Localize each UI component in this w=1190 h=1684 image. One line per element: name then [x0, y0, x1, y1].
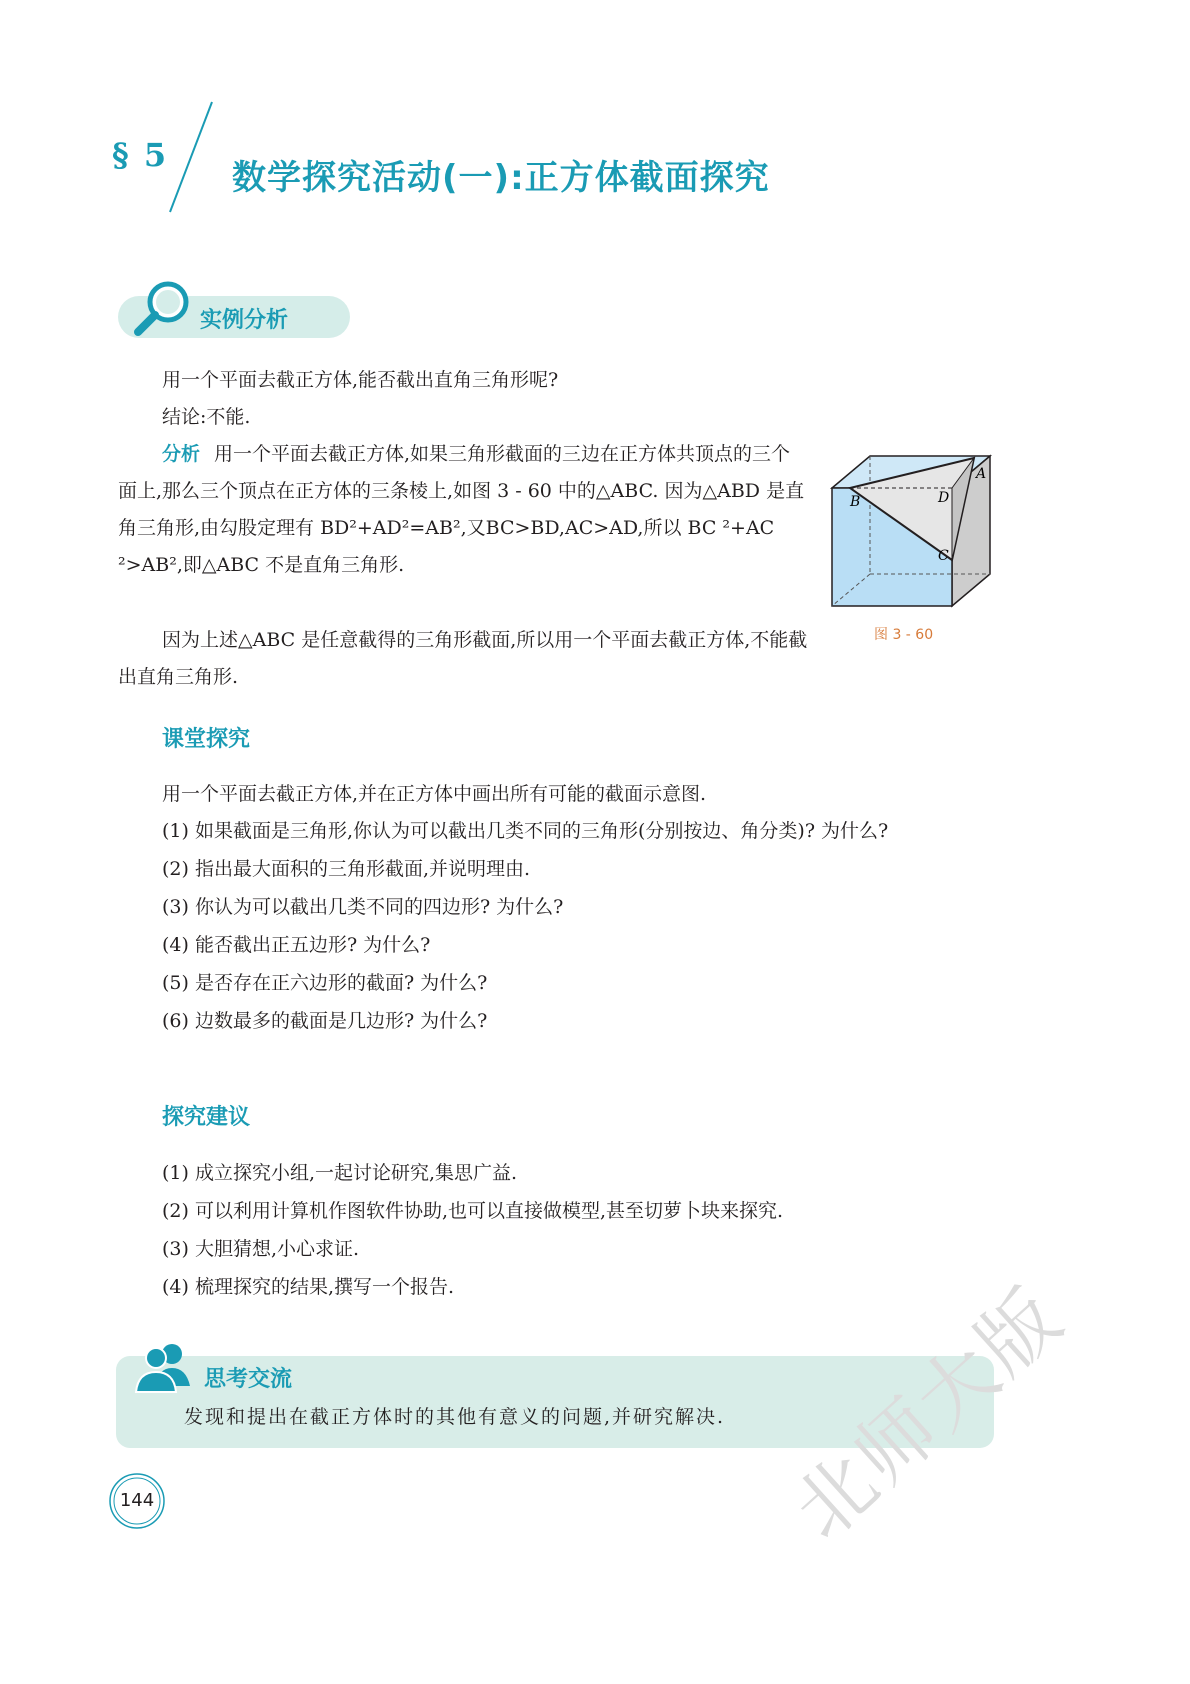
think-heading: 思考交流 [204, 1367, 293, 1392]
list-item: (4) 梳理探究的结果,撰写一个报告. [162, 1276, 455, 1298]
list-item: (5) 是否存在正六边形的截面? 为什么? [162, 972, 488, 994]
example-heading: 实例分析 [200, 308, 289, 333]
example-conclusion: 结论:不能. [162, 406, 251, 428]
figure-label-c: C [938, 548, 949, 564]
list-item: (4) 能否截出正五边形? 为什么? [162, 934, 431, 956]
figure-label-a: A [976, 466, 987, 482]
section-title: 数学探究活动(一):正方体截面探究 [232, 158, 770, 198]
suggestions-list [162, 1154, 783, 1306]
suggestions-heading: 探究建议 [162, 1105, 251, 1130]
section-number: § 5 [112, 136, 169, 174]
classroom-list [118, 812, 998, 1040]
analysis-paragraph [118, 436, 808, 584]
think-text: 发现和提出在截正方体时的其他有意义的问题,并研究解决. [184, 1406, 726, 1428]
classroom-heading: 课堂探究 [162, 727, 251, 752]
watermark-text: 北师大版 [777, 1270, 1082, 1558]
magnifier-icon [130, 278, 196, 344]
list-item: (2) 指出最大面积的三角形截面,并说明理由. [162, 858, 531, 880]
list-item: (6) 边数最多的截面是几边形? 为什么? [162, 1010, 488, 1032]
because-text: 因为上述△ABC 是任意截得的三角形截面,所以用一个平面去截正方体,不能截出直角三角形. [118, 629, 808, 688]
list-item: (2) 可以利用计算机作图软件协助,也可以直接做模型,甚至切萝卜块来探究. [162, 1200, 784, 1222]
because-paragraph [118, 622, 808, 696]
figure-label-d: D [938, 490, 950, 506]
list-item: (1) 成立探究小组,一起讨论研究,集思广益. [162, 1162, 518, 1184]
page-number: 144 [119, 1490, 155, 1511]
figure-label-b: B [850, 494, 861, 510]
section-divider [160, 98, 220, 218]
list-item: (3) 大胆猜想,小心求证. [162, 1238, 360, 1260]
classroom-intro: 用一个平面去截正方体,并在正方体中画出所有可能的截面示意图. [162, 783, 707, 805]
analysis-label: 分析 [162, 443, 201, 465]
analysis-text: 用一个平面去截正方体,如果三角形截面的三边在正方体共顶点的三个面上,那么三个顶点在正方体的三条棱上,如图 3 - 60 中的△ABC. 因为△ABD 是直角三角形,由勾股定理有 BD²+AD²=AB²,又BC>BD,AC>AD,所以 BC ²+AC ²>AB²,即△ABC 不是直角三角形. [118, 443, 805, 576]
list-item: (3) 你认为可以截出几类不同的四边形? 为什么? [162, 896, 564, 918]
list-item: (1) 如果截面是三角形,你认为可以截出几类不同的三角形(分别按边、角分类)? 为什么? [162, 820, 889, 842]
figure-caption: 图 3 - 60 [874, 627, 934, 643]
cube-section-figure [826, 450, 998, 612]
example-question: 用一个平面去截正方体,能否截出直角三角形呢? [162, 369, 559, 391]
people-icon [132, 1340, 198, 1394]
